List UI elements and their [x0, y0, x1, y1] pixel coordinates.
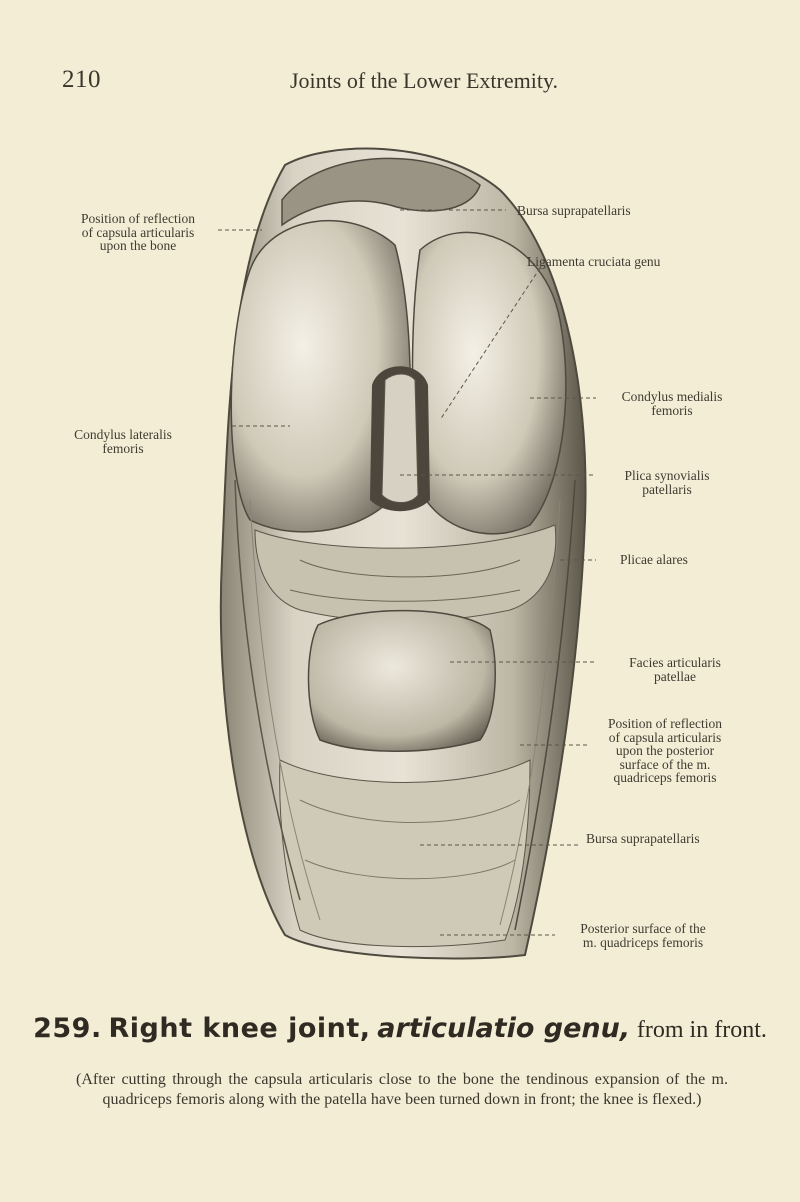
figure-caption [0, 1013, 800, 1044]
ligamenta-cruciata-shape [382, 374, 418, 503]
label-plicae-alares: Plicae alares [620, 552, 688, 567]
caption-note: (After cutting through the capsula articularis close to the bone the tendinous expansion of the m. quadriceps femoris along with the patella have been turned down in front; the knee is flexed.) [76, 1071, 728, 1108]
page-number: 210 [62, 66, 101, 93]
label-ligamenta-cruciata: Ligamenta cruciata genu [527, 254, 661, 269]
running-title: Joints of the Lower Extremity. [290, 68, 559, 93]
label-plica-synovialis: Plica synovialis patellaris [624, 468, 710, 497]
label-reflection-bone: Position of reflection of capsula articularis upon the bone [81, 211, 195, 253]
label-condylus-lateralis: Condylus lateralis femoris [74, 427, 172, 456]
label-condylus-medialis: Condylus medialis femoris [621, 389, 723, 418]
label-facies-articularis: Facies articularis patellae [629, 655, 721, 684]
label-bursa-suprapatellaris-bottom: Bursa suprapatellaris [586, 831, 700, 846]
condylus-medialis-shape [413, 232, 566, 533]
facies-articularis-patellae-shape [308, 611, 495, 752]
quadriceps-lower-shape [280, 760, 530, 947]
caption-rest: from in front. [636, 1017, 767, 1043]
label-reflection-quadriceps: Position of reflection of capsula articularis upon the posterior surface of the m. quadriceps femoris [608, 716, 722, 785]
caption-title: Right knee joint, [108, 1013, 371, 1044]
label-bursa-suprapatellaris-top: Bursa suprapatellaris [517, 203, 631, 218]
caption-latin: articulatio genu, [377, 1013, 631, 1044]
caption-number: 259. [33, 1013, 102, 1044]
label-posterior-surface: Posterior surface of the m. quadriceps femoris [580, 921, 706, 950]
